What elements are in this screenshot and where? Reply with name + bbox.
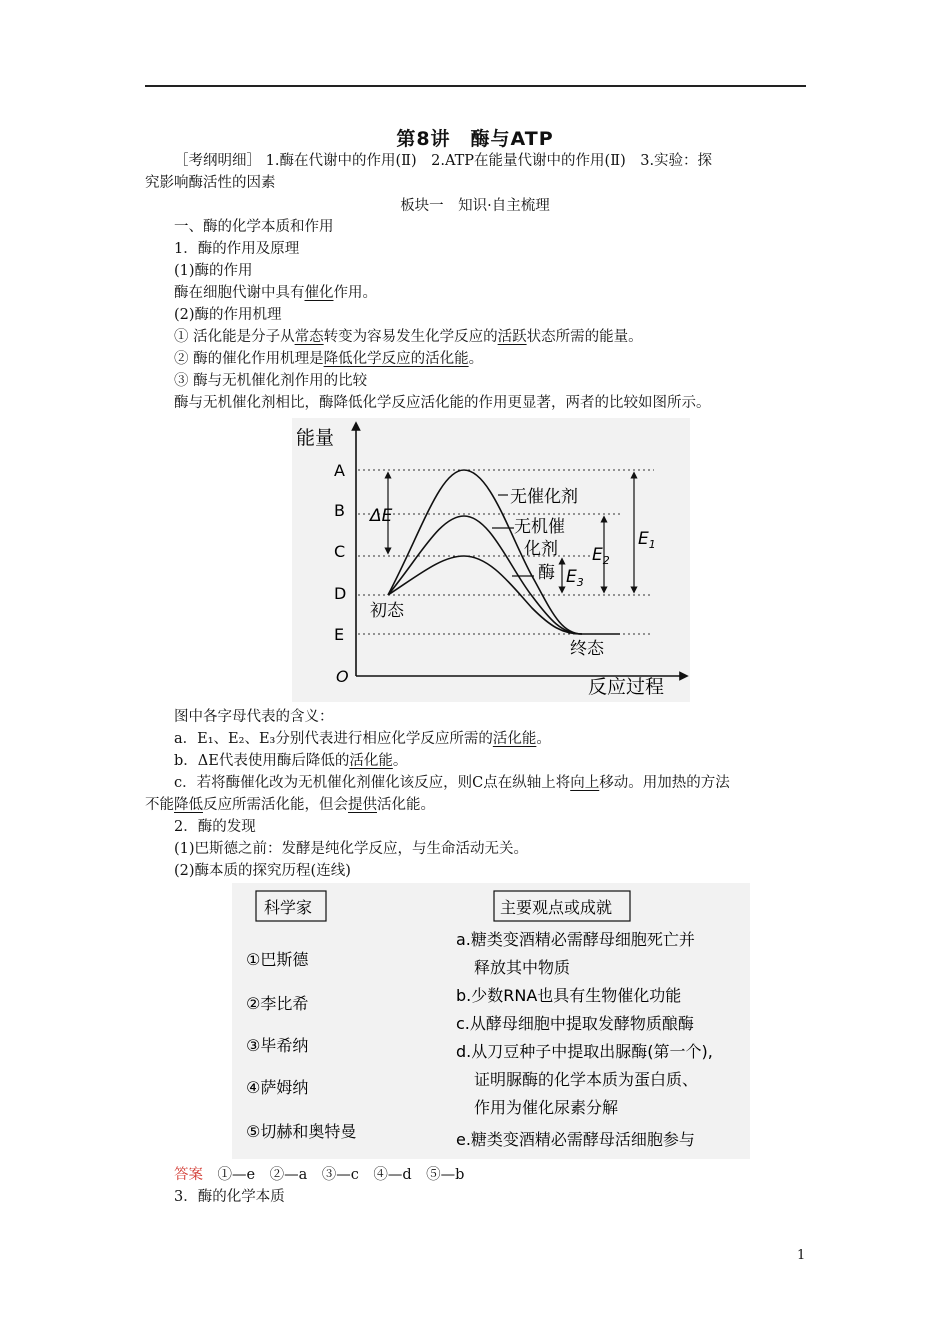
label-inorganic-2: 化剂 <box>524 539 558 559</box>
scientist-5: ⑤切赫和奥特曼 <box>246 1122 357 1141</box>
level-e-label: E <box>334 625 345 644</box>
matching-figure <box>232 883 750 1159</box>
label-e2: $E_2$ <box>592 545 610 567</box>
legend-intro: 图中各字母代表的含义： <box>174 709 334 725</box>
answer-text: ①—e ②—a ③—c ④—d ⑤—b <box>217 1167 465 1183</box>
scientist-2: ②李比希 <box>246 994 309 1013</box>
claim-d-line-2: 证明脲酶的化学本质为蛋白质、 <box>474 1070 699 1089</box>
heading-s1-1-1: (1)酶的作用 <box>174 263 253 279</box>
page-title: 第8讲 酶与ATP <box>396 128 554 150</box>
answer-label: 答案 <box>174 1167 203 1183</box>
paragraph-mechanism-3: ③ 酶与无机催化剂作用的比较 <box>174 373 368 389</box>
level-b-label: B <box>334 501 345 520</box>
legend-item-c-line-2: 不能降低反应所需活化能，但会提供活化能。 <box>145 797 435 813</box>
section-heading: 板块一 知识·自主梳理 <box>400 198 550 214</box>
claim-d-line-3: 作用为催化尿素分解 <box>474 1098 619 1117</box>
claim-b: b.少数RNA也具有生物催化功能 <box>456 986 682 1005</box>
heading-s1: 一、酶的化学本质和作用 <box>174 219 334 235</box>
label-enzyme: 酶 <box>538 563 555 583</box>
left-header: 科学家 <box>264 898 313 917</box>
origin-label: O <box>336 667 349 686</box>
energy-diagram <box>292 418 690 702</box>
outline-line-2: 究影响酶活性的因素 <box>145 175 276 191</box>
claim-a-line-1: a.糖类变酒精必需酵母细胞死亡并 <box>456 930 695 949</box>
answer-line <box>174 1164 839 1186</box>
label-final-state: 终态 <box>570 639 604 659</box>
paragraph-compare: 酶与无机催化剂相比，酶降低化学反应活化能的作用更显著，两者的比较如图所示。 <box>174 395 711 411</box>
y-axis-label: 能量 <box>296 427 335 449</box>
scientist-3: ③毕希纳 <box>246 1036 309 1055</box>
right-header: 主要观点或成就 <box>500 898 613 917</box>
paragraph-mechanism-1: ① 活化能是分子从常态转变为容易发生化学反应的活跃状态所需的能量。 <box>174 329 643 345</box>
paragraph-pasteur: (1)巴斯德之前：发酵是纯化学反应，与生命活动无关。 <box>174 841 529 857</box>
heading-s1-1-2: (2)酶的作用机理 <box>174 307 282 323</box>
header-rule <box>145 85 806 87</box>
label-e3: $E_3$ <box>566 567 584 589</box>
scientist-4: ④萨姆纳 <box>246 1078 309 1097</box>
x-axis-label: 反应过程 <box>588 676 665 698</box>
legend-item-c-line-1: c．若将酶催化改为无机催化剂催化该反应，则C点在纵轴上将向上移动。用加热的方法 <box>174 775 730 791</box>
label-no-catalyst: 无催化剂 <box>510 487 578 507</box>
legend-item-a: a．E₁、E₂、E₃分别代表进行相应化学反应所需的活化能。 <box>174 731 551 747</box>
scientist-1: ①巴斯德 <box>246 950 309 969</box>
claim-d-line-1: d.从刀豆种子中提取出脲酶(第一个), <box>456 1042 713 1061</box>
paragraph-role: 酶在细胞代谢中具有催化作用。 <box>174 285 377 301</box>
level-a-label: A <box>334 461 345 480</box>
heading-s1-3: 3．酶的化学本质 <box>174 1189 285 1205</box>
level-c-label: C <box>334 542 346 561</box>
outline-line-1: ［考纲明细］ 1.酶在代谢中的作用(Ⅱ) 2.ATP在能量代谢中的作用(Ⅱ) 3.实验：探 <box>174 153 713 169</box>
label-delta-e: ΔE <box>370 506 393 526</box>
heading-s1-2: 2．酶的发现 <box>174 819 256 835</box>
level-d-label: D <box>334 584 347 603</box>
claim-a-line-2: 释放其中物质 <box>474 958 571 977</box>
page-number: 1 <box>797 1248 806 1263</box>
heading-s1-1: 1．酶的作用及原理 <box>174 241 300 257</box>
heading-s1-2-2: (2)酶本质的探究历程(连线) <box>174 863 351 879</box>
paragraph-mechanism-2: ② 酶的催化作用机理是降低化学反应的活化能。 <box>174 351 484 367</box>
label-e1: $E_1$ <box>638 529 656 551</box>
claim-c: c.从酵母细胞中提取发酵物质酿酶 <box>456 1014 694 1033</box>
claim-e: e.糖类变酒精必需酵母活细胞参与 <box>456 1130 695 1149</box>
label-initial-state: 初态 <box>370 601 404 621</box>
legend-item-b: b．ΔE代表使用酶后降低的活化能。 <box>174 753 408 769</box>
label-inorganic-1: 无机催 <box>514 517 565 537</box>
